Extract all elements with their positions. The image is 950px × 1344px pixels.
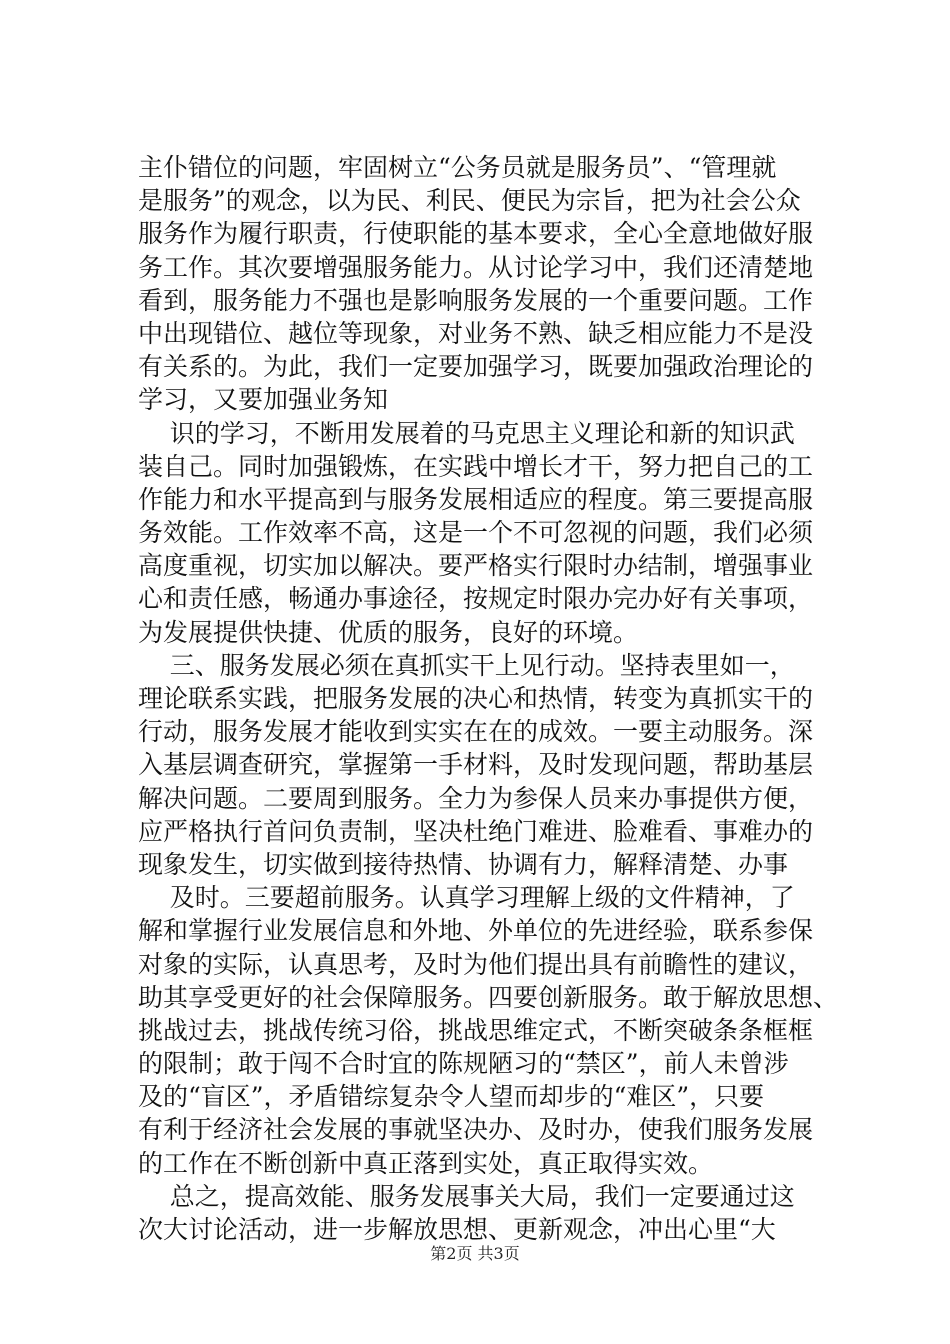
text-line: 高度重视，切实加以解决。要严格实行限时办结制，增强事业: [138, 551, 814, 581]
text-line: 心和责任感，畅通办事途径，按规定时限办完办好有关事项，: [138, 584, 814, 614]
text-line: 三、服务发展必须在真抓实干上见行动。坚持表里如一，: [138, 650, 795, 680]
text-line: 的限制；敢于闯不合时宜的陈规陋习的“禁区”，前人未曾涉: [138, 1049, 789, 1079]
text-line: 学习，又要加强业务知: [138, 385, 389, 415]
text-line: 作能力和水平提高到与服务发展相适应的程度。第三要提高服: [138, 484, 814, 514]
text-line: 装自己。同时加强锻炼，在实践中增长才干，努力把自己的工: [138, 451, 814, 481]
text-line: 理论联系实践，把服务发展的决心和热情，转变为真抓实干的: [138, 684, 814, 713]
text-line: 次大讨论活动，进一步解放思想、更新观念，冲出心里“大: [138, 1215, 776, 1244]
text-line: 对象的实际，认真思考，及时为他们提出具有前瞻性的建议，: [138, 949, 814, 979]
text-line: 及时。三要超前服务。认真学习理解上级的文件精神，了: [138, 883, 795, 913]
text-line: 助其享受更好的社会保障服务。四要创新服务。敢于解放思想、: [138, 982, 839, 1012]
text-line: 现象发生，切实做到接待热情、协调有力，解释清楚、办事: [138, 849, 789, 879]
text-line: 务效能。工作效率不高，这是一个不可忽视的问题，我们必须: [138, 518, 814, 548]
text-line: 为发展提供快捷、优质的服务，良好的环境。: [138, 617, 639, 647]
text-line: 服务作为履行职责，行使职能的基本要求，全心全意地做好服: [138, 219, 814, 249]
text-line: 入基层调查研究，掌握第一手材料，及时发现问题，帮助基层: [138, 750, 814, 780]
text-line: 看到，服务能力不强也是影响服务发展的一个重要问题。工作: [138, 285, 814, 315]
page-footer: 第2页 共3页: [430, 1244, 520, 1263]
text-line: 及的“盲区”，矛盾错综复杂令人望而却步的“难区”，只要: [138, 1082, 765, 1112]
text-line: 的工作在不断创新中真正落到实处，真正取得实效。: [138, 1148, 714, 1178]
document-body: [138, 151, 838, 1246]
text-line: 总之，提高效能、服务发展事关大局，我们一定要通过这: [138, 1181, 795, 1211]
text-line: 解决问题。二要周到服务。全力为参保人员来办事提供方便，: [138, 783, 814, 813]
text-line: 主仆错位的问题，牢固树立“公务员就是服务员”、“管理就: [138, 153, 777, 182]
text-line: 是服务”的观念，以为民、利民、便民为宗旨，把为社会公众: [138, 186, 801, 216]
text-line: 行动，服务发展才能收到实实在在的成效。一要主动服务。深: [138, 717, 814, 747]
text-line: 有关系的。为此，我们一定要加强学习，既要加强政治理论的: [138, 352, 814, 382]
text-line: 中出现错位、越位等现象，对业务不熟、缺乏相应能力不是没: [138, 318, 814, 348]
text-line: 识的学习，不断用发展着的马克思主义理论和新的知识武: [138, 418, 795, 448]
text-line: 务工作。其次要增强服务能力。从讨论学习中，我们还清楚地: [138, 252, 814, 282]
text-line: 解和掌握行业发展信息和外地、外单位的先进经验，联系参保: [138, 916, 814, 946]
text-line: 有利于经济社会发展的事就坚决办、及时办，使我们服务发展: [138, 1115, 814, 1145]
text-line: 挑战过去，挑战传统习俗，挑战思维定式，不断突破条条框框: [138, 1015, 814, 1045]
text-line: 应严格执行首问负责制，坚决杜绝门难进、脸难看、事难办的: [138, 816, 814, 846]
